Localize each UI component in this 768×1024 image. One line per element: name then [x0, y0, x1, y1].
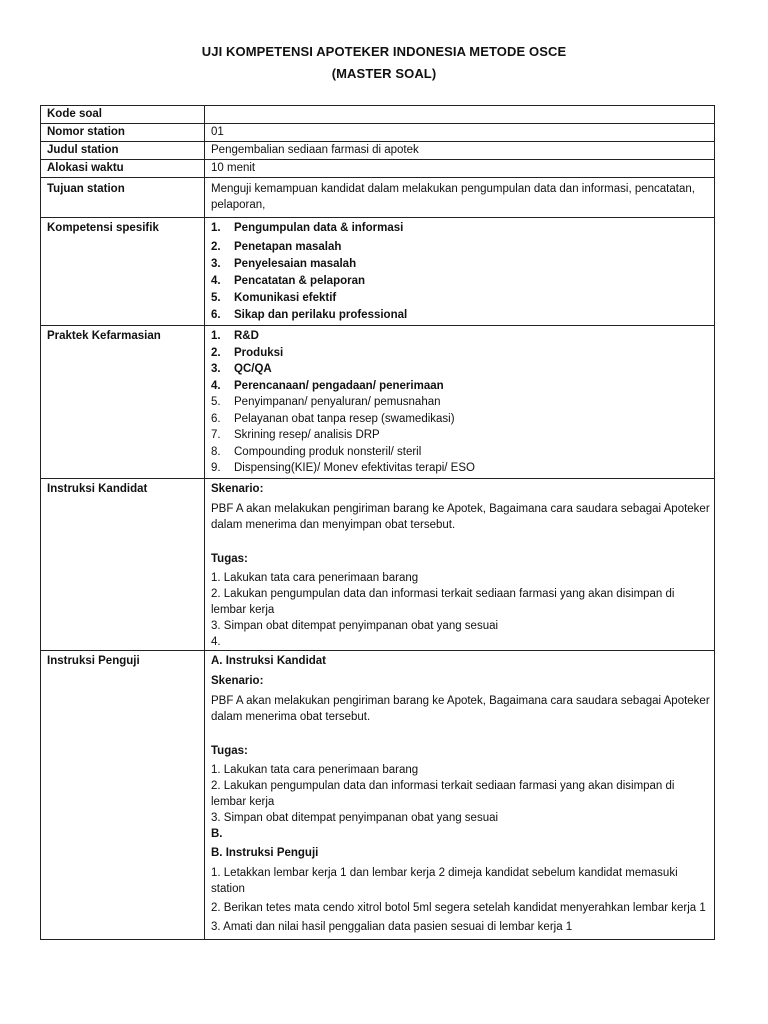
judul-station-value: Pengembalian sediaan farmasi di apotek: [205, 142, 715, 160]
kompetensi-list: [211, 220, 710, 324]
row-kompetensi-spesifik: [41, 218, 715, 326]
kode-soal-value: [205, 106, 715, 124]
alokasi-waktu-label: Alokasi waktu: [41, 160, 205, 178]
list-item: 6. Pelayanan obat tanpa resep (swamedikasi): [211, 412, 455, 425]
master-soal-table: [40, 105, 715, 940]
section-a-title: A. Instruksi Kandidat: [211, 654, 327, 667]
tugas-item: 3. Simpan obat ditempat penyimpanan obat yang sesuai: [211, 811, 499, 824]
row-praktek-kefarmasian: [41, 326, 715, 479]
tugas-item: 3. Simpan obat ditempat penyimpanan obat yang sesuai: [211, 619, 499, 632]
list-item: 8. Compounding produk nonsteril/ steril: [211, 445, 422, 458]
skenario-text: PBF A akan melakukan pengiriman barang ke Apotek, Bagaimana cara saudara sebagai Apoteker dalam menerima obat tersebut.: [211, 694, 710, 723]
tujuan-station-label: Tujuan station: [41, 178, 205, 218]
penguji-item: 1. Letakkan lembar kerja 1 dan lembar kerja 2 dimeja kandidat sebelum kandidat memasuki station: [211, 866, 678, 895]
tujuan-station-value: Menguji kemampuan kandidat dalam melakukan pengumpulan data dan informasi, pencatatan, pelaporan,: [205, 178, 715, 218]
row-nomor-station: [41, 124, 715, 142]
tugas-label: Tugas:: [211, 744, 248, 757]
list-item: 2. Produksi: [211, 346, 284, 359]
document-title: UJI KOMPETENSI APOTEKER INDONESIA METODE OSCE: [201, 44, 567, 59]
row-kode-soal: [41, 106, 715, 124]
list-item: 5. Komunikasi efektif: [211, 292, 337, 304]
list-item: 9. Dispensing(KIE)/ Monev efektivitas terapi/ ESO: [211, 462, 475, 474]
list-item: 5. Penyimpanan/ penyaluran/ pemusnahan: [211, 396, 441, 408]
tugas-item: B.: [211, 827, 223, 840]
praktek-list: [211, 328, 710, 477]
tugas-item: 4.: [211, 635, 221, 648]
skenario-label: Skenario:: [211, 482, 264, 495]
list-item: 1. Pengumpulan data & informasi: [211, 222, 404, 234]
list-item: 7. Skrining resep/ analisis DRP: [211, 429, 380, 441]
list-item: 4. Pencatatan & pelaporan: [211, 275, 366, 287]
list-item: 2. Penetapan masalah: [211, 241, 342, 253]
row-instruksi-penguji: [41, 650, 715, 939]
row-alokasi-waktu: [41, 160, 715, 178]
list-item: 4. Perencanaan/ pengadaan/ penerimaan: [211, 379, 444, 392]
list-item: 1. R&D: [211, 330, 259, 342]
skenario-text: PBF A akan melakukan pengiriman barang ke Apotek, Bagaimana cara saudara sebagai Apoteker dalam menerima dan menyimpan obat tersebut.: [211, 502, 710, 531]
tugas-item: 2. Lakukan pengumpulan data dan informasi terkait sediaan farmasi yang akan disimpan di lembar kerja: [211, 779, 675, 808]
nomor-station-value: 01: [205, 124, 715, 142]
row-tujuan-station: [41, 178, 715, 218]
instruksi-kandidat-label: Instruksi Kandidat: [41, 478, 205, 650]
penguji-item: 3. Amati dan nilai hasil penggalian data pasien sesuai di lembar kerja 1: [211, 920, 573, 933]
skenario-label: Skenario:: [211, 674, 264, 687]
nomor-station-label: Nomor station: [41, 124, 205, 142]
praktek-label: Praktek Kefarmasian: [41, 326, 205, 479]
document-subtitle: (MASTER SOAL): [331, 66, 437, 81]
kode-soal-label: Kode soal: [41, 106, 205, 124]
kompetensi-label: Kompetensi spesifik: [41, 218, 205, 326]
list-item: 3. Penyelesaian masalah: [211, 258, 357, 270]
list-item: 6. Sikap dan perilaku professional: [211, 309, 408, 321]
judul-station-label: Judul station: [41, 142, 205, 160]
row-instruksi-kandidat: [41, 478, 715, 650]
tugas-label: Tugas:: [211, 552, 248, 565]
penguji-item: 2. Berikan tetes mata cendo xitrol botol 5ml segera setelah kandidat menyerahkan lembar kerja 1: [211, 901, 706, 914]
tugas-item: 1. Lakukan tata cara penerimaan barang: [211, 763, 419, 776]
tugas-item: 2. Lakukan pengumpulan data dan informasi terkait sediaan farmasi yang akan disimpan di lembar kerja: [211, 587, 675, 616]
list-item: 3. QC/QA: [211, 363, 272, 375]
tugas-item: 1. Lakukan tata cara penerimaan barang: [211, 571, 419, 584]
row-judul-station: [41, 142, 715, 160]
section-b-title: B. Instruksi Penguji: [211, 846, 319, 859]
alokasi-waktu-value: 10 menit: [205, 160, 715, 178]
instruksi-penguji-label: Instruksi Penguji: [41, 650, 205, 939]
